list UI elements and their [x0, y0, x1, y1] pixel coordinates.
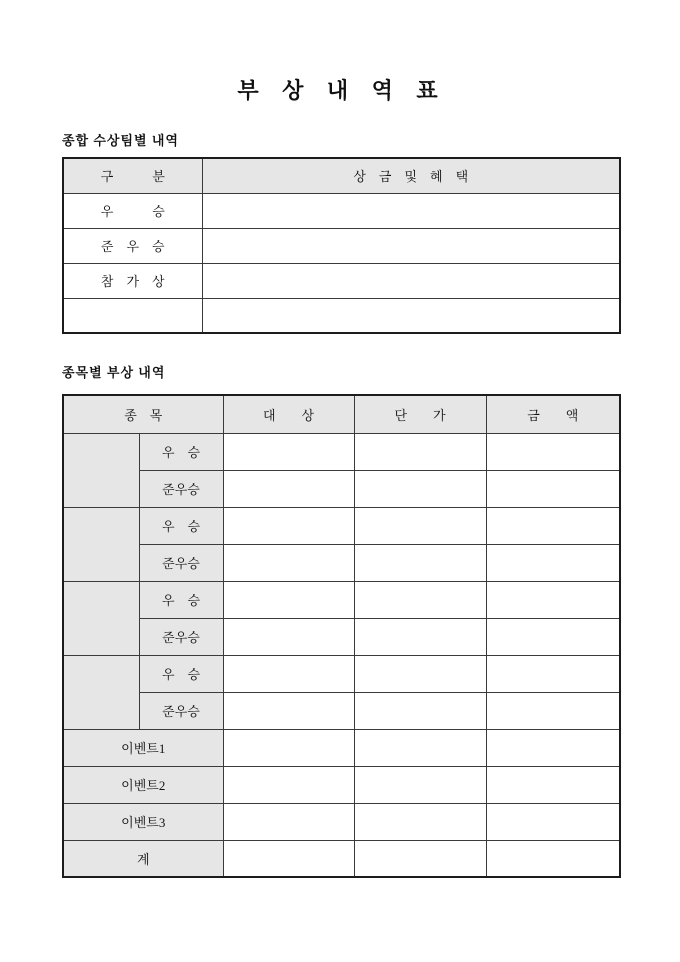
amount-cell [486, 803, 620, 840]
rank-label-cell: 참 가 상 [63, 263, 202, 298]
amount-cell [486, 766, 620, 803]
target-cell [223, 433, 354, 470]
target-cell [223, 766, 354, 803]
unit-price-cell [354, 803, 486, 840]
unit-price-cell [354, 840, 486, 877]
amount-cell [486, 544, 620, 581]
amount-cell [486, 581, 620, 618]
section2-heading: 종목별 부상 내역 [62, 365, 166, 380]
section1-heading: 종합 수상팀별 내역 [62, 133, 179, 148]
table-row [63, 433, 620, 470]
unit-price-cell [354, 729, 486, 766]
target-cell [223, 470, 354, 507]
rank-label-cell [63, 298, 202, 333]
table-row [63, 803, 620, 840]
rank-label-cell: 준우승 [139, 544, 223, 581]
gubun-header-cell: 구 분 [63, 158, 202, 193]
target-cell [223, 692, 354, 729]
table-row [63, 655, 620, 692]
table-header-row [63, 395, 620, 433]
amount-cell [486, 840, 620, 877]
unit-price-cell [354, 655, 486, 692]
target-cell [223, 840, 354, 877]
table-row [63, 729, 620, 766]
jongmok-header-cell: 종 목 [63, 395, 223, 433]
rank-label-cell: 우 승 [139, 507, 223, 544]
table-row [63, 618, 620, 655]
amount-cell [486, 433, 620, 470]
prize-value-cell [202, 263, 620, 298]
event-category-cell [63, 507, 139, 581]
document-title: 부 상 내 역 표 [237, 78, 443, 103]
unit-price-cell [354, 433, 486, 470]
table-row [63, 840, 620, 877]
rank-label-cell: 준우승 [139, 470, 223, 507]
table-row [63, 581, 620, 618]
rank-label-cell: 준우승 [139, 618, 223, 655]
amount-cell [486, 692, 620, 729]
amount-cell [486, 507, 620, 544]
amount-cell [486, 618, 620, 655]
table-row [63, 298, 620, 333]
rank-label-cell: 우 승 [139, 581, 223, 618]
target-cell [223, 507, 354, 544]
table-row [63, 766, 620, 803]
summary-label-cell: 이벤트1 [63, 729, 223, 766]
geumaek-header-cell: 금 액 [486, 395, 620, 433]
amount-cell [486, 655, 620, 692]
overall-awards-table [62, 157, 621, 334]
table-row [63, 544, 620, 581]
target-cell [223, 618, 354, 655]
prize-benefit-header-cell: 상 금 및 혜 택 [202, 158, 620, 193]
event-category-cell [63, 581, 139, 655]
amount-cell [486, 729, 620, 766]
table-row [63, 263, 620, 298]
event-category-cell [63, 655, 139, 729]
prize-value-cell [202, 228, 620, 263]
rank-label-cell: 준우승 [139, 692, 223, 729]
rank-label-cell: 준 우 승 [63, 228, 202, 263]
summary-label-cell: 이벤트3 [63, 803, 223, 840]
target-cell [223, 581, 354, 618]
table-row [63, 692, 620, 729]
unit-price-cell [354, 507, 486, 544]
danga-header-cell: 단 가 [354, 395, 486, 433]
target-cell [223, 655, 354, 692]
summary-label-cell: 이벤트2 [63, 766, 223, 803]
table-row [63, 193, 620, 228]
table-row [63, 470, 620, 507]
event-category-cell [63, 433, 139, 507]
daesang-header-cell: 대 상 [223, 395, 354, 433]
unit-price-cell [354, 470, 486, 507]
rank-label-cell: 우 승 [139, 655, 223, 692]
total-label-cell: 계 [63, 840, 223, 877]
unit-price-cell [354, 618, 486, 655]
target-cell [223, 544, 354, 581]
event-awards-table [62, 394, 621, 878]
amount-cell [486, 470, 620, 507]
rank-label-cell: 우 승 [139, 433, 223, 470]
table-row [63, 228, 620, 263]
prize-value-cell [202, 298, 620, 333]
rank-label-cell: 우 승 [63, 193, 202, 228]
unit-price-cell [354, 766, 486, 803]
target-cell [223, 803, 354, 840]
unit-price-cell [354, 581, 486, 618]
prize-value-cell [202, 193, 620, 228]
unit-price-cell [354, 544, 486, 581]
target-cell [223, 729, 354, 766]
unit-price-cell [354, 692, 486, 729]
table-header-row [63, 158, 620, 193]
table-row [63, 507, 620, 544]
